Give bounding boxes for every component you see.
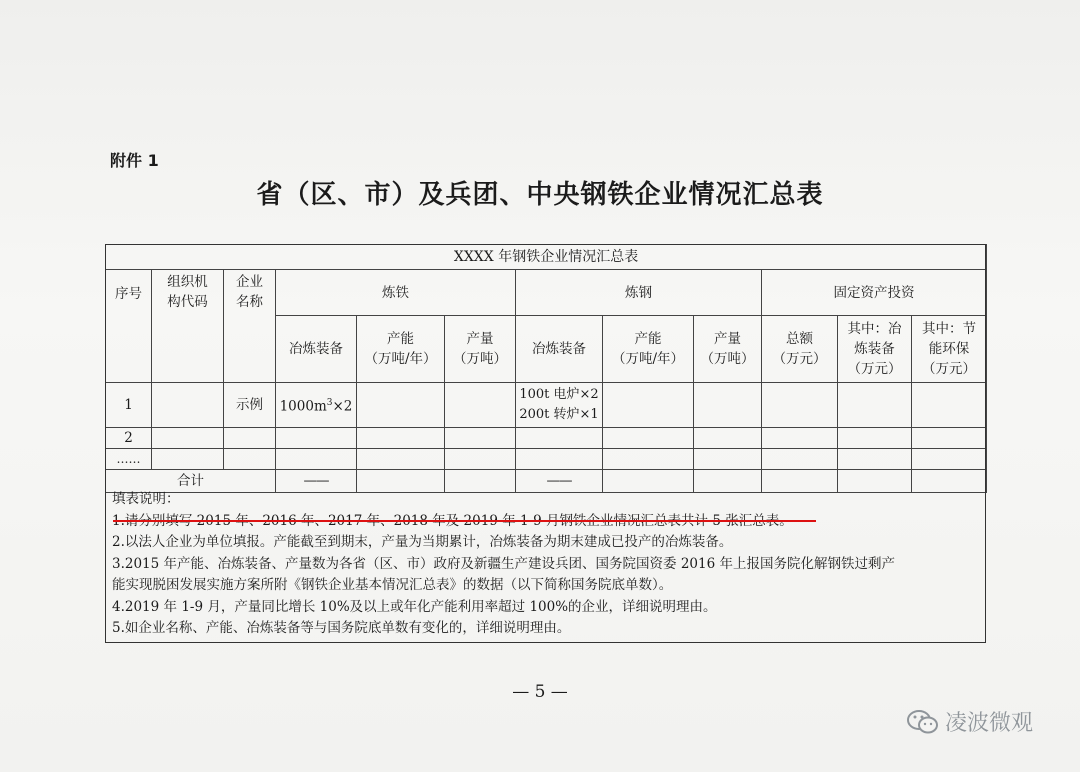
watermark — [907, 706, 1033, 737]
subheader-iron-equipment: 冶炼装备 — [276, 316, 357, 383]
subheader-steel-capacity-line2: （万吨/年） — [611, 351, 685, 367]
row-company: 示例 — [224, 383, 276, 428]
subheader-steel-equipment: 冶炼装备 — [516, 316, 603, 383]
attachment-label: 附件 1 — [110, 151, 159, 170]
row-seq: …… — [106, 449, 152, 470]
subheader-energy-line3: （万元） — [922, 361, 977, 377]
header-org-code-line2: 构代码 — [167, 294, 208, 310]
subheader-steel-output-line1: 产量 — [714, 331, 741, 347]
document-title: 省（区、市）及兵团、中央钢铁企业情况汇总表 — [256, 180, 824, 210]
note-item-5: 5.如企业名称、产能、冶炼装备等与国务院底单数有变化的，详细说明理由。 — [112, 620, 571, 636]
subheader-investment-total-line1: 总额 — [786, 331, 813, 347]
iron-equipment-tail: ×2 — [332, 398, 353, 415]
note-item-3: 3.2015 年产能、冶炼装备、产量数为各省（区、市）政府及新疆生产建设兵团、国务院国资委 2016 年上报国务院化解钢铁过剩产 — [112, 555, 895, 572]
steel-equipment-line2: 200t 转炉×1 — [519, 407, 599, 422]
subheader-smelting-line2: 炼装备 — [854, 341, 895, 357]
note-item-3-cont: 能实现脱困发展实施方案所附《钢铁企业基本情况汇总表》的数据（以下简称国务院底单数）。 — [112, 577, 673, 593]
subheader-smelting-line3: （万元） — [847, 361, 902, 377]
notes-heading: 填表说明： — [112, 491, 180, 507]
header-fixed-assets: 固定资产投资 — [762, 270, 987, 316]
subheader-steel-capacity-line1: 产能 — [634, 331, 662, 347]
red-underline-mark — [113, 520, 816, 522]
total-label: 合计 — [106, 470, 276, 493]
sheet-title: XXXX 年钢铁企业情况汇总表 — [106, 245, 987, 270]
subheader-steel-output-line2: （万吨） — [700, 351, 755, 367]
header-company-line2: 名称 — [236, 294, 263, 310]
subheader-smelting-line1: 其中：冶 — [847, 321, 902, 337]
subheader-investment-total-line2: （万元） — [772, 351, 827, 367]
subheader-energy-line2: 能环保 — [928, 341, 970, 357]
header-ironmaking: 炼铁 — [276, 270, 516, 316]
total-steel-dash: —— — [516, 470, 603, 493]
filling-instructions — [112, 489, 982, 640]
iron-equipment-base: 1000m — [279, 398, 327, 415]
row-seq: 2 — [106, 428, 152, 449]
total-iron-dash: —— — [276, 470, 357, 493]
header-company-line1: 企业 — [236, 274, 263, 290]
subheader-iron-output-line2: （万吨） — [453, 351, 507, 367]
subheader-iron-output-line1: 产量 — [466, 331, 494, 347]
subheader-iron-capacity-line1: 产能 — [387, 331, 414, 347]
watermark-text: 凌波微观 — [945, 711, 1034, 736]
subheader-energy-line1: 其中：节 — [922, 321, 977, 337]
wechat-icon — [907, 709, 939, 735]
row-seq: 1 — [106, 383, 152, 428]
iron-equipment-sup: 3 — [326, 398, 333, 409]
page-number: — 5 — — [512, 682, 568, 702]
note-item-2: 2.以法人企业为单位填报。产能截至到期末，产量为当期累计，冶炼装备为期末建成已投产的冶炼装备。 — [112, 534, 733, 550]
header-seq: 序号 — [106, 270, 152, 383]
subheader-iron-capacity-line2: （万吨/年） — [364, 351, 437, 367]
header-steelmaking: 炼钢 — [516, 270, 762, 316]
steel-equipment-line1: 100t 电炉×2 — [519, 387, 599, 402]
note-item-1: 1.请分别填写 2015 年、2016 年、2017 年、2018 年及 2019 年 1-9 月钢铁企业情况汇总表共计 5 张汇总表。 — [112, 512, 793, 529]
header-org-code-line1: 组织机 — [167, 274, 208, 290]
note-item-4: 4.2019 年 1-9 月，产量同比增长 10%及以上或年化产能利用率超过 100%的企业，详细说明理由。 — [112, 598, 717, 615]
